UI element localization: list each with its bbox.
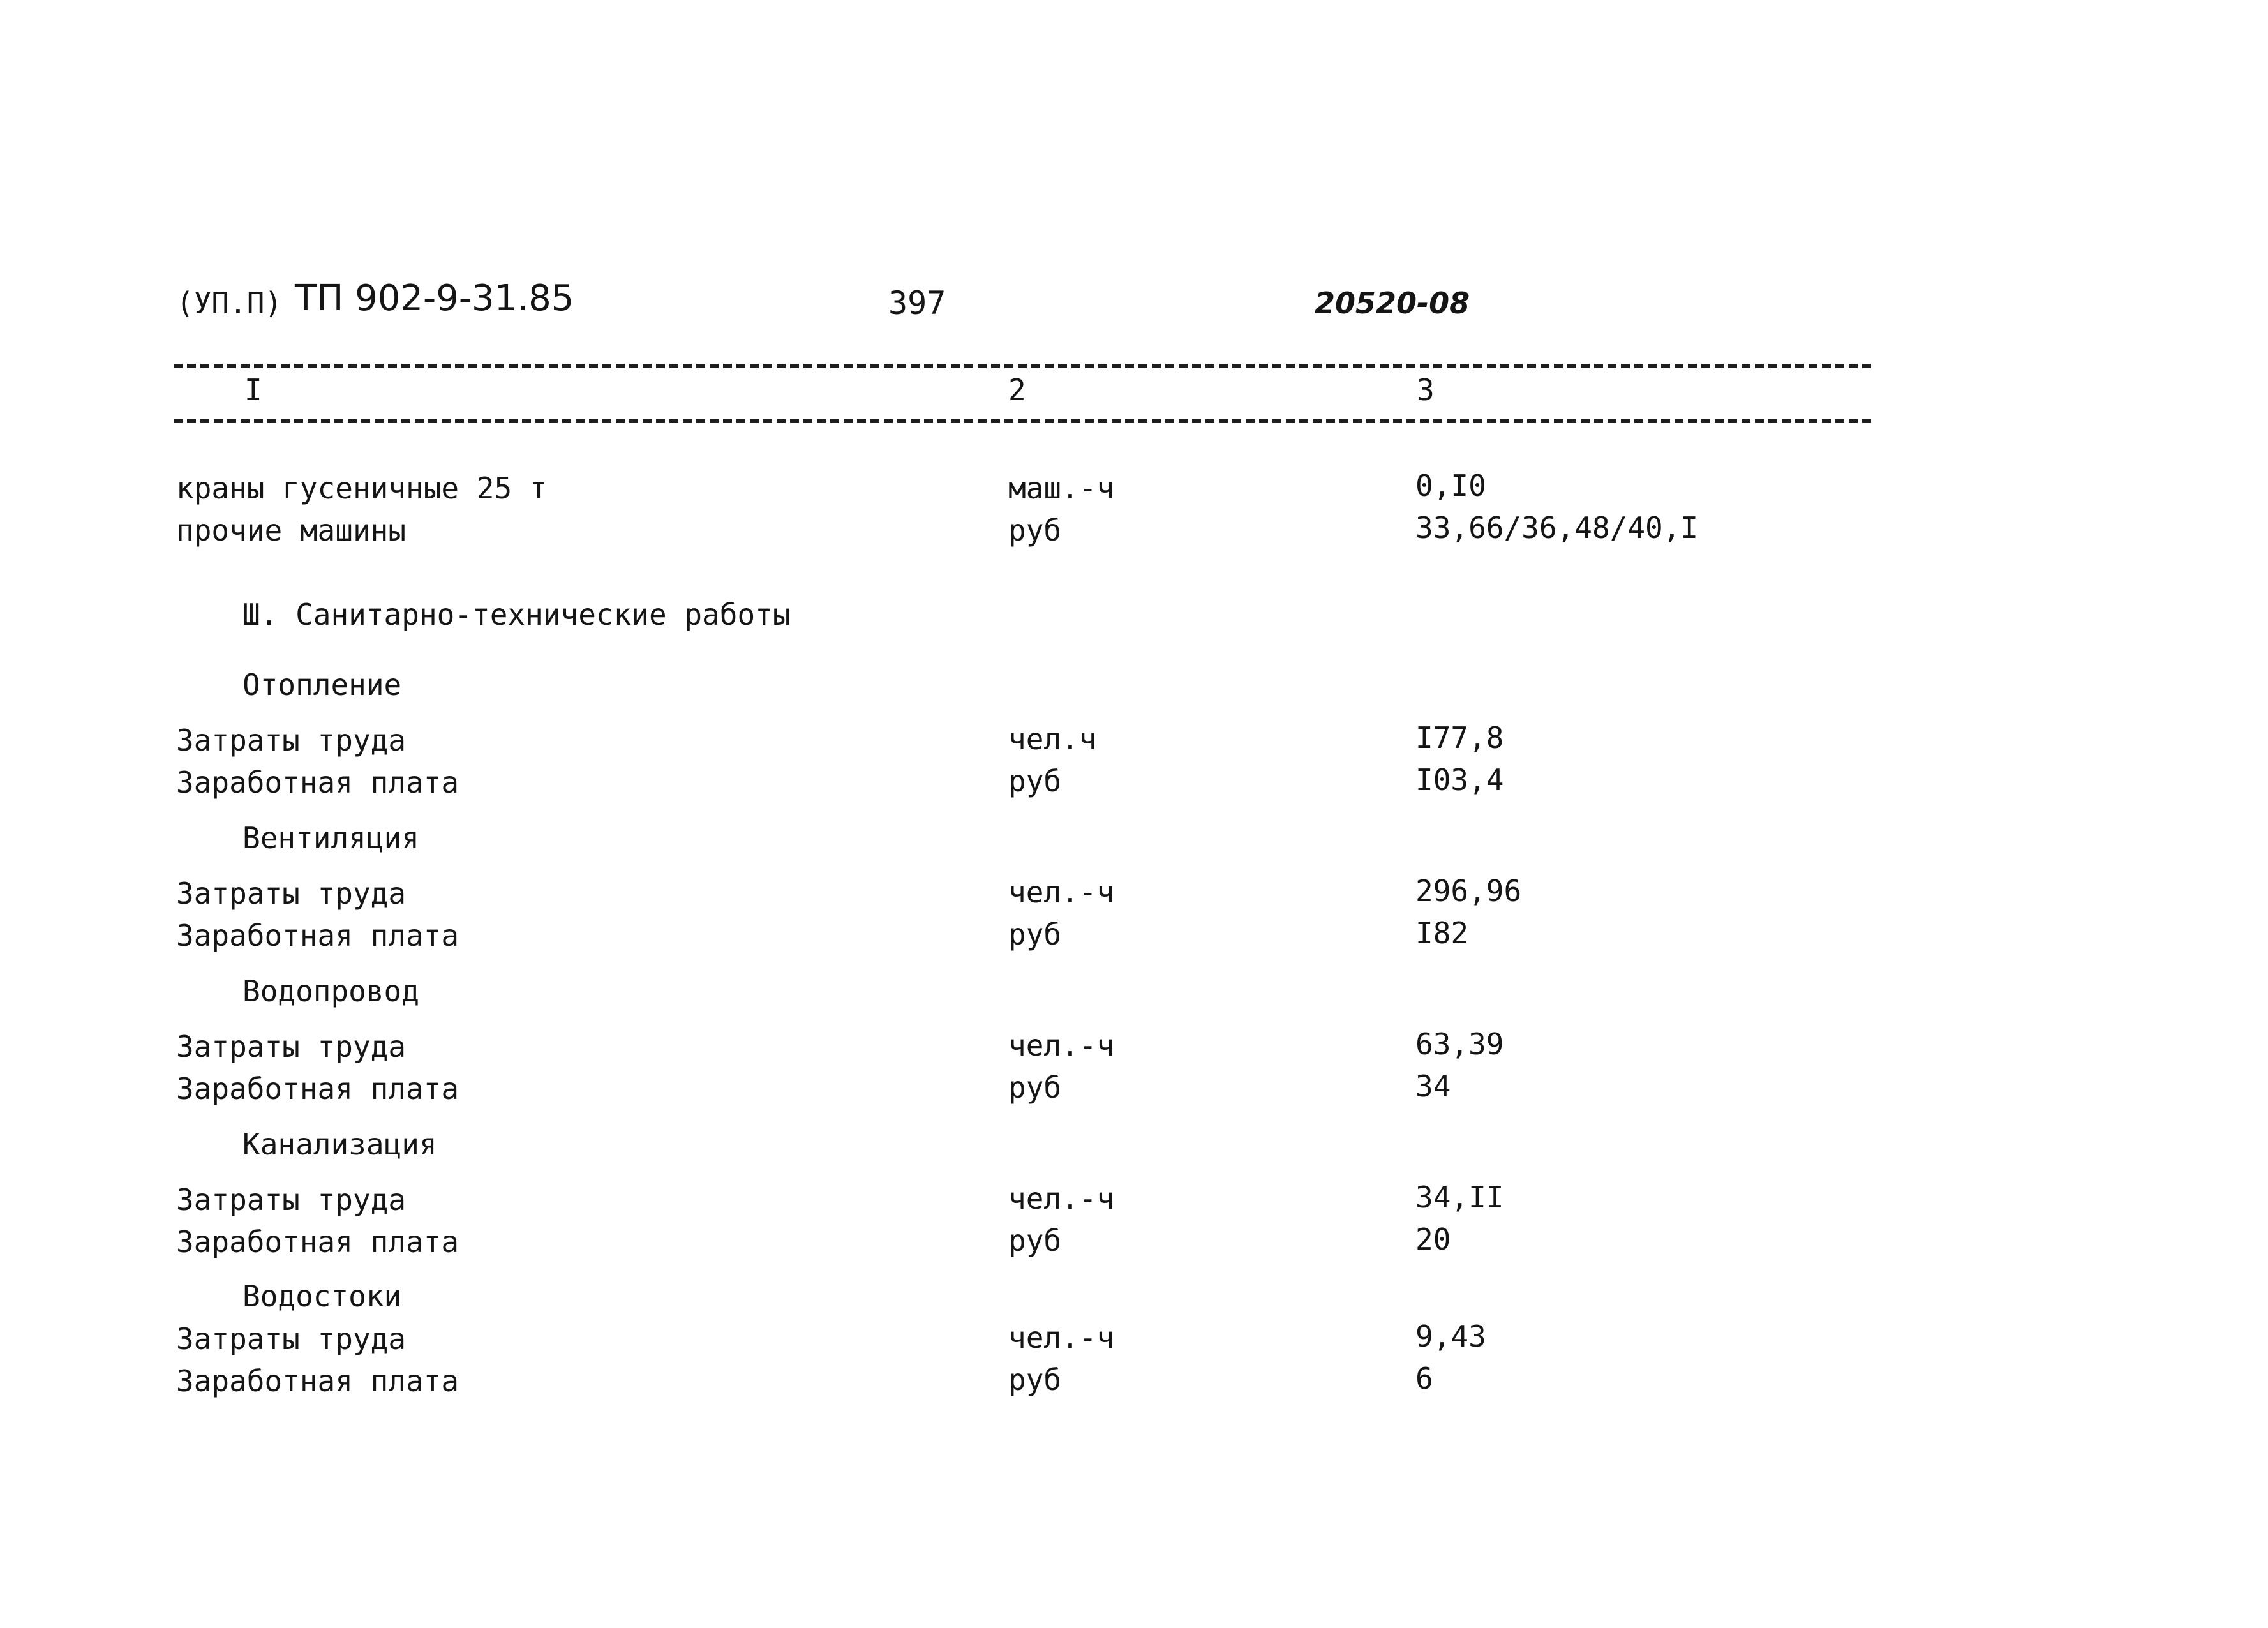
- row-unit: чел.-ч: [1008, 1181, 1115, 1216]
- group-title: Канализация: [242, 1127, 437, 1161]
- row-name: Заработная плата: [176, 918, 459, 953]
- row-value: 33,66/36,48/40,I: [1415, 511, 1699, 545]
- row-name: Затраты труда: [176, 876, 407, 911]
- row-unit: чел.-ч: [1008, 875, 1115, 909]
- row-unit: руб: [1008, 1223, 1062, 1258]
- row-value: 34: [1415, 1069, 1451, 1103]
- row-value: 6: [1415, 1361, 1433, 1396]
- group-title: Водостоки: [242, 1279, 402, 1313]
- row-value: 20: [1415, 1222, 1451, 1257]
- row-name: Заработная плата: [176, 1072, 459, 1106]
- row-name: краны гусеничные 25 т: [176, 471, 548, 505]
- row-name: Затраты труда: [176, 1183, 407, 1217]
- row-name: Заработная плата: [176, 1225, 459, 1259]
- row-name: прочие машины: [176, 513, 407, 548]
- row-unit: чел.-ч: [1008, 1028, 1115, 1063]
- column-header-3: 3: [1417, 373, 1435, 407]
- row-value: 0,I0: [1415, 468, 1486, 503]
- header-rule-top: [174, 364, 1871, 368]
- row-name: Заработная плата: [176, 765, 459, 800]
- row-unit: руб: [1008, 1070, 1062, 1105]
- row-name: Заработная плата: [176, 1364, 459, 1398]
- row-unit: маш.-ч: [1008, 471, 1115, 505]
- row-value: 34,II: [1415, 1180, 1504, 1214]
- column-header-1: I: [244, 373, 262, 407]
- project-number: ТП 902-9-31.85: [295, 278, 574, 319]
- row-value: I82: [1415, 916, 1469, 950]
- row-value: I03,4: [1415, 763, 1504, 797]
- section-title: Ш. Санитарно-технические работы: [242, 597, 791, 632]
- row-name: Затраты труда: [176, 723, 407, 758]
- page-number: 397: [888, 285, 946, 322]
- header-rule-bottom: [174, 419, 1871, 423]
- row-value: 296,96: [1415, 874, 1522, 908]
- document-number: 20520-08: [1315, 286, 1470, 320]
- row-value: 9,43: [1415, 1319, 1486, 1354]
- row-unit: чел.ч: [1008, 722, 1097, 756]
- row-name: Затраты труда: [176, 1029, 407, 1064]
- row-unit: чел.-ч: [1008, 1320, 1115, 1355]
- row-value: 63,39: [1415, 1027, 1504, 1061]
- row-name: Затраты труда: [176, 1322, 407, 1356]
- code-prefix: (УП.П): [176, 286, 283, 320]
- row-unit: руб: [1008, 917, 1062, 952]
- group-title: Водопровод: [242, 974, 419, 1008]
- row-value: I77,8: [1415, 721, 1504, 755]
- column-header-2: 2: [1008, 373, 1026, 407]
- group-title: Отопление: [242, 668, 402, 702]
- row-unit: руб: [1008, 764, 1062, 798]
- row-unit: руб: [1008, 513, 1062, 548]
- group-title: Вентиляция: [242, 821, 419, 855]
- row-unit: руб: [1008, 1363, 1062, 1397]
